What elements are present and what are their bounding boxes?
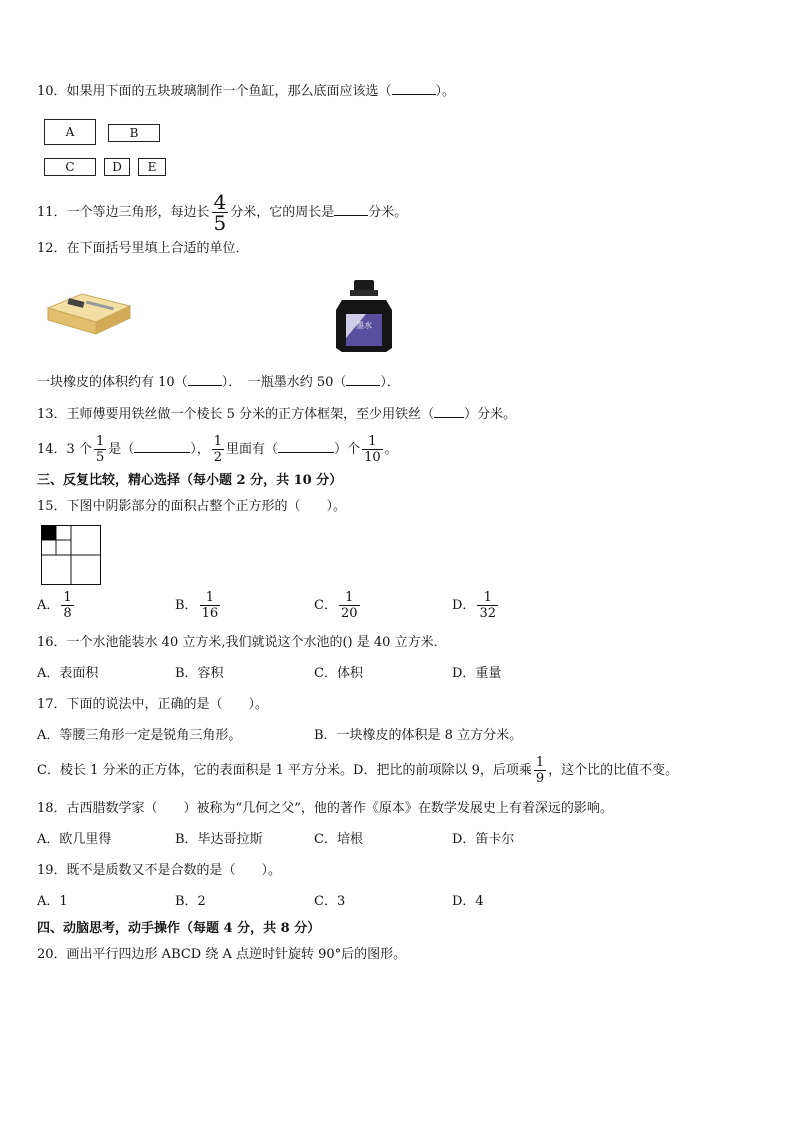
glass-a: A [44,119,96,145]
option-b[interactable]: B．容积 [175,666,224,681]
option-c-d[interactable]: C．棱长 1 分米的正方体，它的表面积是 1 平方分米。D．把比的前项除以 9，后项乘 $\frac{1}{9}$ ，这个比的比值不变。 [37,755,679,786]
eraser-image [46,292,132,336]
answer-blank-2[interactable] [346,373,380,386]
section-3-heading: 三、反复比较，精心选择（每小题 2 分，共 10 分） [37,473,343,488]
option-c[interactable]: C．3 [314,894,346,909]
fraction-2: $\frac{1}{2}$ [213,434,223,465]
fraction-1: $\frac{1}{5}$ [95,434,105,465]
option-d[interactable]: D．4 [452,894,484,909]
answer-blank-1[interactable] [134,440,190,453]
option-b[interactable]: B．毕达哥拉斯 [175,832,263,847]
question-18: 18．古西腊数学家（ ）被称为“几何之父”，他的著作《原本》在数学发展史上有着深远的影响。 [37,801,613,816]
question-20: 20．画出平行四边形 ABCD 绕 A 点逆时针旋转 90°后的图形。 [37,947,407,962]
option-a[interactable]: A．表面积 [37,666,99,681]
option-c[interactable]: C．培根 [314,832,363,847]
answer-blank[interactable] [434,405,464,418]
ink-label: 墨水 [356,321,372,330]
glass-e: E [138,158,166,176]
glass-b: B [108,124,160,142]
option-b[interactable]: B． $\frac{1}{16}$ [175,590,219,621]
option-c[interactable]: C． $\frac{1}{20}$ [314,590,358,621]
glass-d: D [104,158,130,176]
question-12-answers: 一块橡皮的体积约有 10（ ）． 一瓶墨水约 50（ ）． [37,375,400,390]
fraction: $\frac{4}{5}$ [213,190,227,235]
shaded-square-figure [41,525,102,586]
question-14: 14．3 个 $\frac{1}{5}$ 是（ ）， $\frac{1}{2}$ 里面有（ ）个 $\frac{1}{10}$ 。 [37,434,398,465]
answer-blank[interactable] [392,82,436,95]
option-a[interactable]: A．等腰三角形一定是锐角三角形。 [37,728,242,743]
question-12: 12．在下面括号里填上合适的单位． [37,241,249,256]
question-19: 19．既不是质数又不是合数的是（ ）。 [37,863,282,878]
option-b[interactable]: B．一块橡皮的体积是 8 立方分米。 [314,728,523,743]
question-15: 15．下图中阴影部分的面积占整个正方形的（ ）。 [37,499,347,514]
section-4-heading: 四、动脑思考，动手操作（每题 4 分，共 8 分） [37,921,321,936]
question-13: 13．王师傅要用铁丝做一个棱长 5 分米的正方体框架，至少用铁丝（ ）分米。 [37,407,517,422]
option-d[interactable]: D． $\frac{1}{32}$ [452,590,496,621]
option-a[interactable]: A．1 [37,894,68,909]
answer-blank-2[interactable] [278,440,334,453]
option-b[interactable]: B．2 [175,894,206,909]
option-d[interactable]: D．笛卡尔 [452,832,515,847]
option-c[interactable]: C．体积 [314,666,363,681]
answer-blank[interactable] [334,203,368,216]
glass-c: C [44,158,96,176]
question-16: 16．一个水池能装水 40 立方米,我们就说这个水池的() 是 40 立方米． [37,635,447,650]
fraction-3: $\frac{1}{10}$ [364,434,381,465]
question-11: 11．一个等边三角形，每边长 $\frac{4}{5}$ 分米，它的周长是 分米。 [37,190,408,235]
option-a[interactable]: A．欧几里得 [37,832,112,847]
option-a[interactable]: A． $\frac{1}{8}$ [37,590,72,621]
ink-bottle-image [334,278,394,354]
option-d[interactable]: D．重量 [452,666,502,681]
question-17: 17．下面的说法中，正确的是（ ）。 [37,697,269,712]
answer-blank-1[interactable] [188,373,222,386]
question-10: 10．如果用下面的五块玻璃制作一个鱼缸，那么底面应该选（ ）。 [37,84,456,99]
